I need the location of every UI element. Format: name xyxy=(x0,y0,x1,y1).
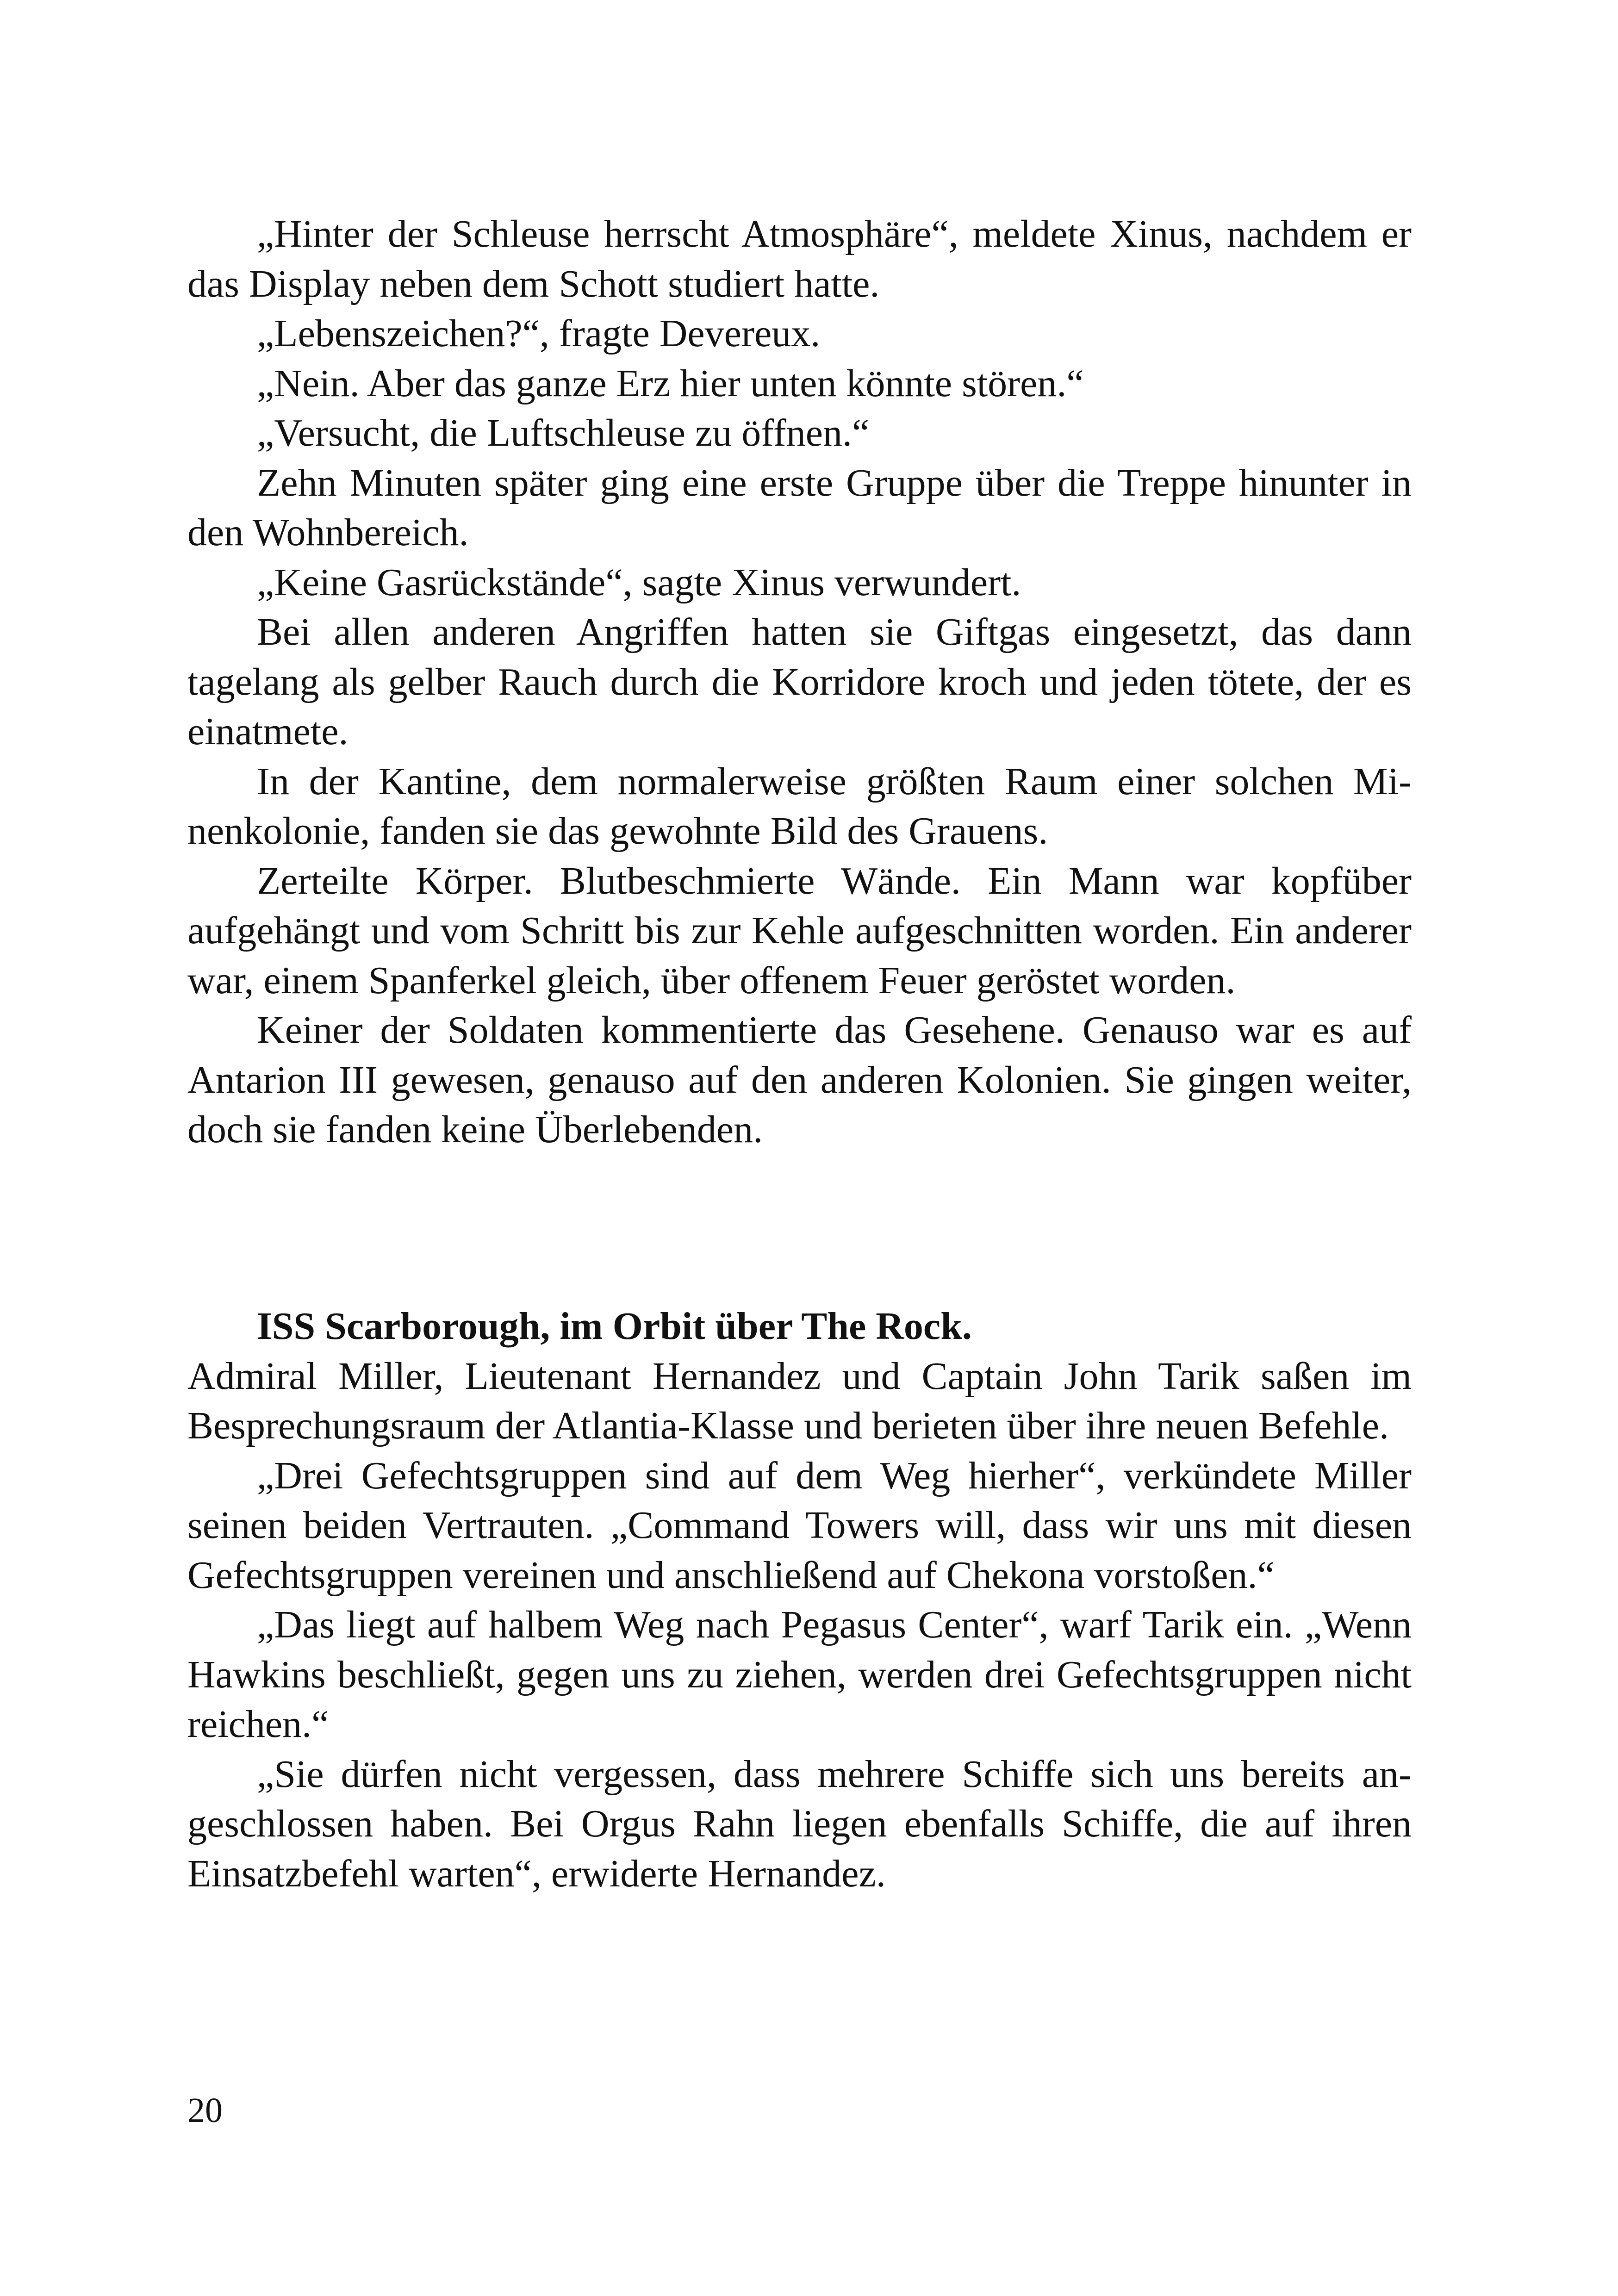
section-heading: ISS Scarborough, im Orbit über The Rock. xyxy=(257,1305,972,1348)
paragraph: „Lebenszeichen?“, fragte Devereux. xyxy=(257,312,821,355)
section-1-text xyxy=(187,209,1412,1155)
paragraph: „Das liegt auf halbem Weg nach Pegasus Center“, warf Tarik ein. „Wenn Hawkins beschließt, gegen uns zu ziehen, werden drei Gefechtsgruppen nicht reichen.“ xyxy=(187,1603,1412,1746)
section-2-text xyxy=(187,1301,1412,1898)
paragraph: „Sie dürfen nicht vergessen, dass mehrere Schiffe sich uns bereits angeschlossen haben. Bei Orgus Rahn liegen ebenfalls Schiffe, die auf ihren Einsatzbefehl warten“, erwiderte Hernandez. xyxy=(187,1752,1412,1895)
paragraph: „Versucht, die Luftschleuse zu öffnen.“ xyxy=(257,411,870,454)
paragraph: „Hinter der Schleuse herrscht Atmosphäre“, meldete Xinus, nachdem er das Display neben dem Schott studiert hatte. xyxy=(187,212,1412,305)
paragraph: „Drei Gefechtsgruppen sind auf dem Weg hierher“, verkündete Miller seinen beiden Vertrauten. „Command Towers will, dass wir uns mit diesen Gefechtsgruppen vereinen und anschließend auf Chekona vorstoßen.“ xyxy=(187,1454,1412,1597)
page-number: 20 xyxy=(187,2091,223,2130)
paragraph: Zehn Minuten später ging eine erste Gruppe über die Treppe hinunter in den Wohnbereich. xyxy=(187,461,1412,554)
paragraph: „Keine Gasrückstände“, sagte Xinus verwundert. xyxy=(257,560,1021,604)
paragraph: In der Kantine, dem normalerweise größten Raum einer solchen Minenkolonie, fanden sie das gewohnte Bild des Grauens. xyxy=(187,759,1412,852)
paragraph: Admiral Miller, Lieutenant Hernandez und Captain John Tarik saßen im Besprechungsraum der Atlantia-Klasse und berieten über ihre neuen Befehle. xyxy=(187,1354,1412,1447)
paragraph: Bei allen anderen Angriffen hatten sie Giftgas eingesetzt, das dann tagelang als gelber Rauch durch die Korridore kroch und jeden tötete, der es einatmete. xyxy=(187,610,1412,753)
paragraph: „Nein. Aber das ganze Erz hier unten könnte stören.“ xyxy=(257,361,1084,405)
paragraph: Zerteilte Körper. Blutbeschmierte Wände. Ein Mann war kopfüber aufgehängt und vom Schritt bis zur Kehle aufgeschnitten worden. Ein anderer war, einem Spanferkel gleich, über offenem Feuer geröstet worden. xyxy=(187,859,1412,1002)
paragraph: Keiner der Soldaten kommentierte das Gesehene. Genauso war es auf Antarion III gewesen, genauso auf den anderen Kolonien. Sie gingen weiter, doch sie fanden keine Überlebenden. xyxy=(187,1008,1412,1151)
